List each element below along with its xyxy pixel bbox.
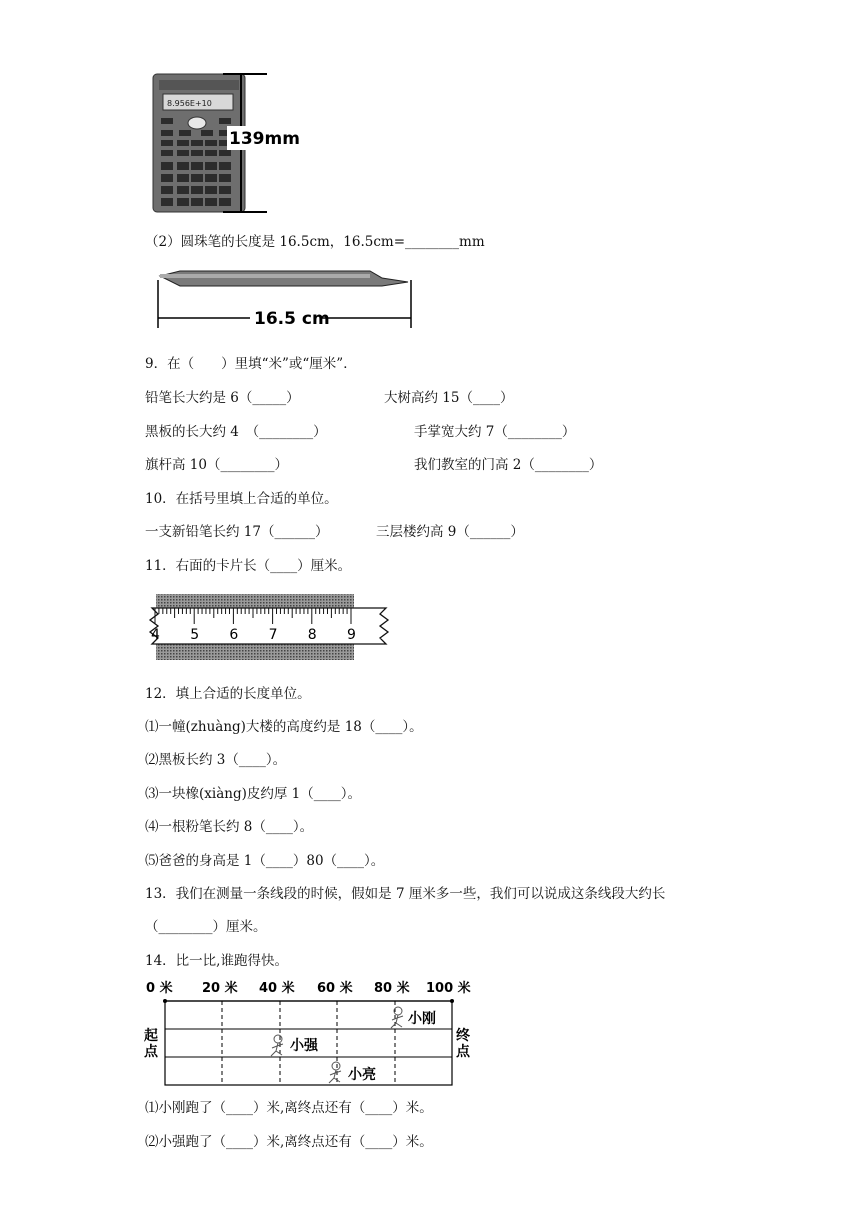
q9-row1-right: 大树高约 15（____） <box>384 390 514 406</box>
q10-title: 10．在括号里填上合适的单位。 <box>145 491 338 507</box>
calculator-figure <box>145 68 315 218</box>
race-figure <box>140 976 485 1091</box>
q10-left: 一支新铅笔长约 17（______） <box>145 524 329 540</box>
q9-row3-left: 旗杆高 10（________） <box>145 457 288 473</box>
scale-0: 0 米 <box>146 981 173 996</box>
q12-item-3: ⑶一块橡(xiàng)皮约厚 1（____）。 <box>145 786 361 802</box>
q14-item-1: ⑴小刚跑了（____）米,离终点还有（____）米。 <box>145 1100 433 1116</box>
q9-title: 9．在（ ）里填“米”或“厘米”． <box>145 356 357 372</box>
runner-xiaoqiang-icon <box>271 1035 283 1056</box>
q13-line2: （________）厘米。 <box>145 919 267 935</box>
q9-row2-left: 黑板的长大约 4 （________） <box>145 424 327 440</box>
q13-line1: 13．我们在测量一条线段的时候，假如是 7 厘米多一些，我们可以说成这条线段大约长 <box>145 886 666 902</box>
ruler-label-7: 7 <box>268 627 278 643</box>
q9-row3-right: 我们教室的门高 2（________） <box>414 457 603 473</box>
runner-xiaoliang-label: 小亮 <box>348 1067 376 1083</box>
scale-60: 60 米 <box>317 981 353 996</box>
pen-figure <box>150 264 420 336</box>
q12-item-1: ⑴一幢(zhuàng)大楼的高度约是 18（____）。 <box>145 719 423 735</box>
runner-xiaoliang-icon <box>329 1062 341 1083</box>
runner-xiaoqiang-label: 小强 <box>290 1038 318 1054</box>
q9-row2-right: 手掌宽大约 7（________） <box>414 424 576 440</box>
q8-part2: （2）圆珠笔的长度是 16.5cm，16.5cm=________mm <box>145 234 485 250</box>
calc-height-label: 139mm <box>229 129 300 149</box>
q14-title: 14．比一比,谁跑得快。 <box>145 953 288 969</box>
start-label-2: 点 <box>144 1044 158 1060</box>
ruler-figure <box>140 590 400 666</box>
scale-80: 80 米 <box>374 981 410 996</box>
end-label-2: 点 <box>456 1044 470 1060</box>
runner-xiaogang-label: 小刚 <box>408 1011 436 1027</box>
start-label-1: 起 <box>144 1028 158 1044</box>
q10-right: 三层楼约高 9（______） <box>376 524 524 540</box>
ruler-label-4: 4 <box>151 627 160 643</box>
ruler-label-5: 5 <box>190 627 200 643</box>
scale-100: 100 米 <box>426 981 471 996</box>
svg-text:8.956E+10: 8.956E+10 <box>167 99 212 108</box>
ruler-label-6: 6 <box>229 627 239 643</box>
q14-item-2: ⑵小强跑了（____）米,离终点还有（____）米。 <box>145 1134 433 1150</box>
pen-length-label: 16.5 cm <box>254 309 330 329</box>
scale-20: 20 米 <box>202 981 238 996</box>
q12-item-4: ⑷一根粉笔长约 8（____）。 <box>145 819 314 835</box>
runner-xiaogang-icon <box>391 1007 403 1028</box>
scale-40: 40 米 <box>259 981 295 996</box>
q11-title: 11．右面的卡片长（____）厘米。 <box>145 558 352 574</box>
q12-title: 12．填上合适的长度单位。 <box>145 686 311 702</box>
q12-item-5: ⑸爸爸的身高是 1（____）80（____）。 <box>145 853 385 869</box>
q9-row1-left: 铅笔长大约是 6（_____） <box>145 390 300 406</box>
end-label-1: 终 <box>456 1028 470 1044</box>
ruler-label-8: 8 <box>307 627 317 643</box>
ruler-label-9: 9 <box>347 627 356 643</box>
q12-item-2: ⑵黑板长约 3（____）。 <box>145 752 287 768</box>
